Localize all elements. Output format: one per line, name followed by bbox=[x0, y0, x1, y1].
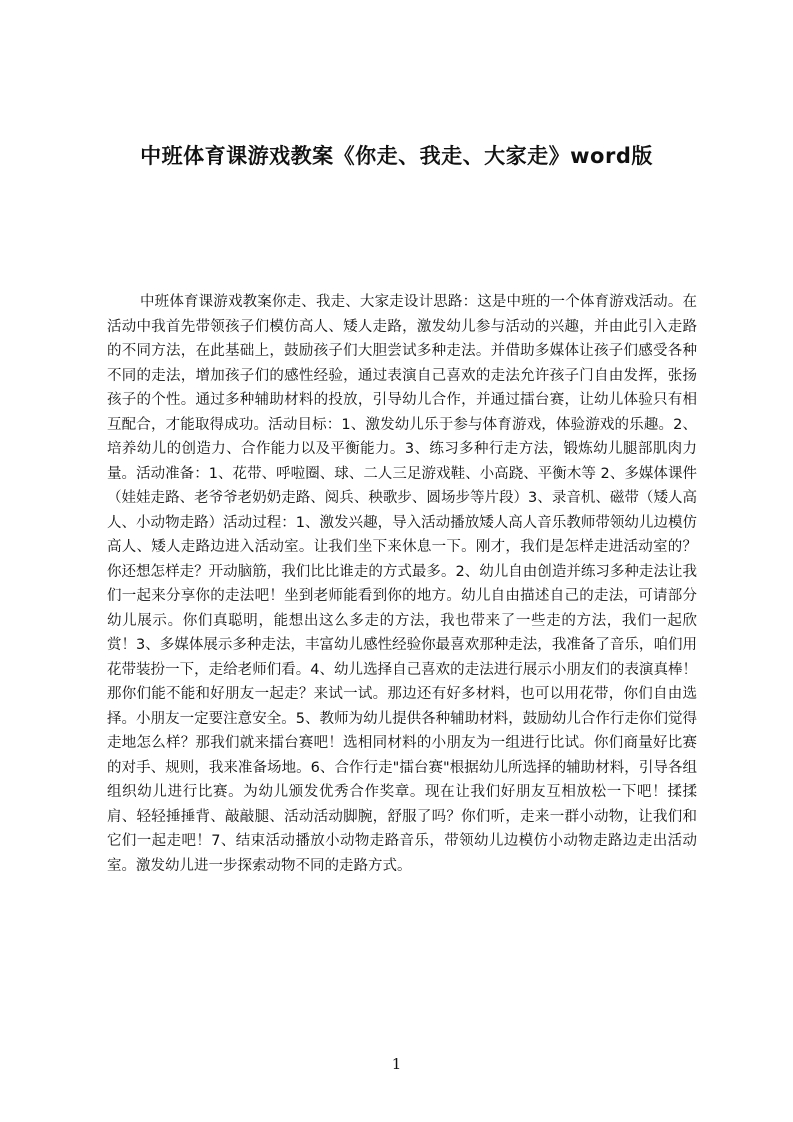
page-number: 1 bbox=[391, 1055, 402, 1073]
body-paragraph: 中班体育课游戏教案你走、我走、大家走设计思路：这是中班的一个体育游戏活动。在活动中我首先带领孩子们模仿高人、矮人走路，激发幼儿参与活动的兴趣，并由此引入走路的不同方法，在此基础上，鼓励孩子们大胆尝试多种走法。并借助多媒体让孩子们感受各种不同的走法，增加孩子们的感性经验，通过表演自己喜欢的走法允许孩子门自由发挥，张扬孩子的个性。通过多种辅助材料的投放，引导幼儿合作，并通过擂台赛，让幼儿体验只有相互配合，才能取得成功。活动目标：1、激发幼儿乐于参与体育游戏，体验游戏的乐趣。2、培养幼儿的创造力、合作能力以及平衡能力。3、练习多种行走方法，锻炼幼儿腿部肌肉力量。活动准备：1、花带、呼啦圈、球、二人三足游戏鞋、小高跷、平衡木等 2、多媒体课件（娃娃走路、老爷爷老奶奶走路、阅兵、秧歌步、圆场步等片段）3、录音机、磁带（矮人高人、小动物走路）活动过程：1、激发兴趣，导入活动播放矮人高人音乐教师带领幼儿边模仿高人、矮人走路边进入活动室。让我们坐下来休息一下。刚才，我们是怎样走进活动室的？你还想怎样走？开动脑筋，我们比比谁走的方式最多。2、幼儿自由创造并练习多种走法让我们一起来分享你的走法吧！坐到老师能看到你的地方。幼儿自由描述自己的走法，可请部分幼儿展示。你们真聪明，能想出这么多走的方法，我也带来了一些走的方法，我们一起欣赏！3、多媒体展示多种走法，丰富幼儿感性经验你最喜欢那种走法，我准备了音乐，咱们用花带装扮一下，走给老师们看。4、幼儿选择自己喜欢的走法进行展示小朋友们的表演真棒！那你们能不能和好朋友一起走？来试一试。那边还有好多材料，也可以用花带，你们自由选择。小朋友一定要注意安全。5、教师为幼儿提供各种辅助材料，鼓励幼儿合作行走你们觉得走地怎么样？那我们就来擂台赛吧！选相同材料的小朋友为一组进行比试。你们商量好比赛的对手、规则，我来准备场地。6、合作行走"擂台赛"根据幼儿所选择的辅助材料，引导各组组织幼儿进行比赛。为幼儿颁发优秀合作奖章。现在让我们好朋友互相放松一下吧！揉揉肩、轻轻捶捶背、敲敲腿、活动活动脚腕，舒服了吗？你们听，走来一群小动物，让我们和它们一起走吧！7、结束活动播放小动物走路音乐，带领幼儿边模仿小动物走路边走出活动室。激发幼儿进一步探索动物不同的走路方式。 bbox=[107, 294, 697, 874]
document-title: 中班体育课游戏教案《你走、我走、大家走》word版 bbox=[140, 144, 653, 168]
document-body bbox=[107, 290, 697, 990]
